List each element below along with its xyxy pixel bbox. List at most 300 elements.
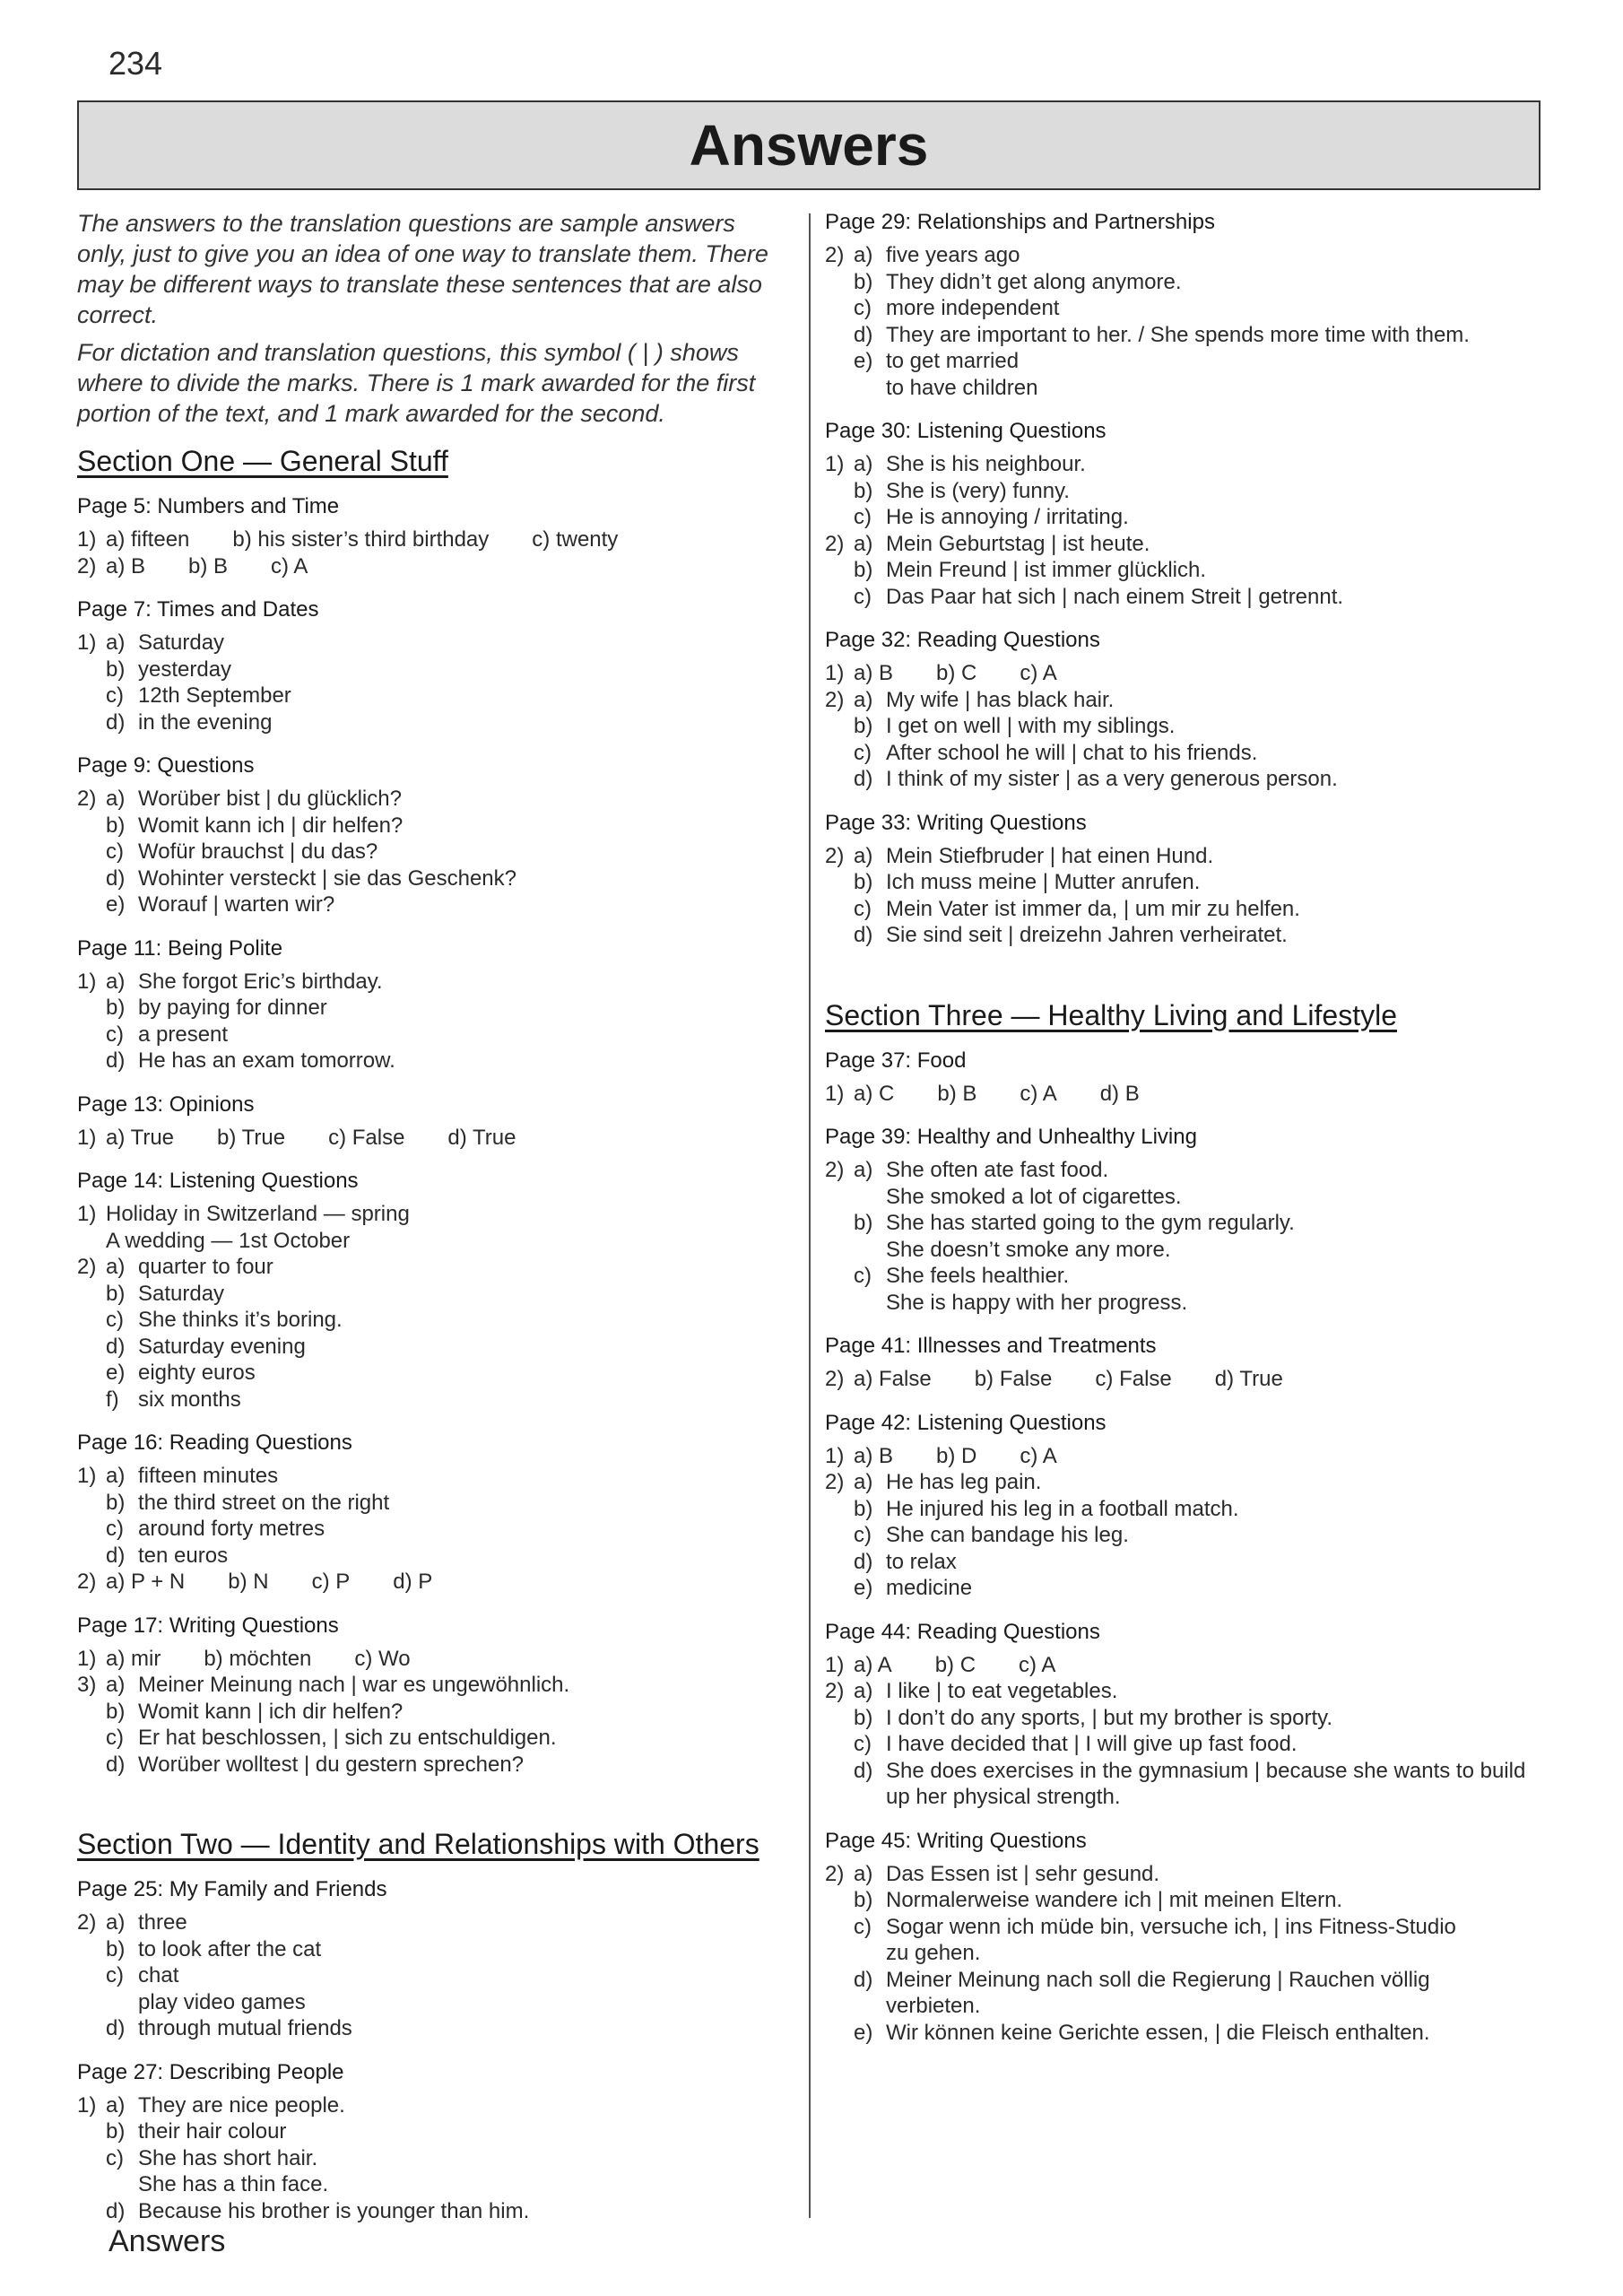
question-answers xyxy=(854,242,1533,401)
column-divider xyxy=(809,213,811,2218)
sub-answer xyxy=(854,557,1533,584)
sub-label: a) xyxy=(106,2092,126,2118)
answer-part: b) B xyxy=(937,1081,977,1106)
answer-line: She can bandage his leg. xyxy=(886,1523,1129,1547)
question-answers xyxy=(106,1254,785,1413)
question-number: 2) xyxy=(77,1255,97,1279)
question-item xyxy=(825,660,1533,687)
page-heading: Page 44: Reading Questions xyxy=(825,1619,1100,1644)
sub-answer xyxy=(106,1962,785,2015)
sub-answer xyxy=(854,1914,1533,1967)
sub-answer xyxy=(106,1281,785,1308)
answer-page-block xyxy=(825,1047,1533,1108)
answer-part: d) P xyxy=(393,1570,433,1594)
question-answers xyxy=(106,786,785,918)
page-heading: Page 7: Times and Dates xyxy=(77,597,319,622)
question-answers xyxy=(854,843,1533,949)
page-title: Answers xyxy=(689,113,929,178)
sub-label: c) xyxy=(106,1517,124,1541)
sub-answer xyxy=(854,1705,1533,1732)
sub-text xyxy=(138,969,785,996)
page-heading: Page 11: Being Polite xyxy=(77,935,283,961)
answer-part: a) C xyxy=(854,1081,895,1106)
answer-part: c) False xyxy=(1095,1367,1172,1391)
sub-label: e) xyxy=(854,2020,873,2045)
answer-line: Mein Stiefbruder | hat einen Hund. xyxy=(886,843,1214,868)
sub-label: d) xyxy=(106,1543,126,1568)
answer-part: c) twenty xyxy=(532,527,619,552)
answer-part: b) N xyxy=(228,1570,269,1594)
answer-page-block xyxy=(77,2058,785,2225)
question-answers xyxy=(854,660,1533,687)
sub-label: d) xyxy=(854,1549,873,1574)
question-number: 2) xyxy=(825,1158,845,1182)
answer-part: b) his sister’s third birthday xyxy=(232,527,490,552)
question-item xyxy=(825,531,1533,611)
sub-answer xyxy=(854,922,1533,949)
answer-page-block xyxy=(825,1827,1533,2047)
sub-answer xyxy=(854,504,1533,531)
answer-line: their hair colour xyxy=(138,2119,287,2144)
question-answers xyxy=(106,969,785,1074)
answer-line: play video games xyxy=(138,1989,306,2014)
sub-text xyxy=(138,1672,785,1699)
answer-line: I have decided that | I will give up fast food. xyxy=(886,1732,1298,1756)
sub-label: c) xyxy=(106,1963,124,1987)
question-number: 2) xyxy=(77,787,97,811)
question-item xyxy=(825,1861,1533,2047)
answer-page-block xyxy=(825,1332,1533,1393)
question-answers xyxy=(854,1443,1533,1470)
answer-page-block xyxy=(77,1612,785,1779)
sub-answer xyxy=(854,2020,1533,2047)
question-answers xyxy=(854,1861,1533,2047)
question-number: 1) xyxy=(77,527,97,552)
answer-part: a) P + N xyxy=(106,1570,186,1594)
sub-label: e) xyxy=(854,349,873,373)
sub-label: c) xyxy=(854,740,872,765)
answer-line: Womit kann | ich dir helfen? xyxy=(138,1699,404,1724)
page-heading: Page 41: Illnesses and Treatments xyxy=(825,1334,1157,1358)
sub-answer xyxy=(854,1157,1533,1210)
answer-line: to relax xyxy=(886,1549,957,1574)
answer-part: d) True xyxy=(1214,1367,1283,1391)
answer-page-block xyxy=(825,417,1533,610)
answer-page-block xyxy=(77,1091,785,1152)
intro-paragraph: For dictation and translation questions, this symbol ( | ) shows where to divide the marks. There is 1 mark awarded for the first portion of the text, and 1 mark awarded for the second. xyxy=(77,339,756,427)
sub-label: c) xyxy=(106,839,124,864)
question-answers xyxy=(854,1469,1533,1602)
question-item xyxy=(77,1201,785,1254)
answer-line: He injured his leg in a football match. xyxy=(886,1496,1239,1521)
question-answers xyxy=(854,531,1533,611)
sub-text xyxy=(886,1157,1533,1210)
page-number: 234 xyxy=(108,45,163,82)
question-item xyxy=(825,843,1533,949)
sub-label: d) xyxy=(854,923,873,947)
answer-line: Womit kann ich | dir helfen? xyxy=(138,813,404,838)
sub-label: b) xyxy=(854,558,873,582)
question-number: 1) xyxy=(77,1464,97,1488)
section-heading: Section One — General Stuff xyxy=(77,445,448,477)
sub-label: c) xyxy=(854,505,872,529)
page-heading: Page 33: Writing Questions xyxy=(825,810,1087,835)
answer-part: b) B xyxy=(188,553,229,578)
sub-label: b) xyxy=(854,1705,873,1730)
question-item xyxy=(77,2092,785,2225)
answer-part: a) False xyxy=(854,1367,932,1391)
sub-label: c) xyxy=(106,1726,124,1750)
question-item xyxy=(825,687,1533,793)
answer-line: Saturday xyxy=(138,1281,225,1306)
sub-answer xyxy=(854,1861,1533,1888)
answer-line: eighty euros xyxy=(138,1361,256,1385)
answer-line: Saturday xyxy=(138,631,225,655)
sub-text xyxy=(886,1705,1533,1732)
answer-part: a) fifteen xyxy=(106,527,190,552)
page-heading: Page 29: Relationships and Partnerships xyxy=(825,210,1215,234)
sub-answer xyxy=(106,1360,785,1387)
sub-text xyxy=(886,922,1533,949)
sub-answer xyxy=(106,657,785,683)
sub-text xyxy=(138,813,785,839)
question-answers xyxy=(106,2092,785,2225)
question-item xyxy=(825,1366,1533,1393)
answer-line: She is (very) funny. xyxy=(886,478,1070,503)
sub-text xyxy=(886,1887,1533,1914)
sub-label: b) xyxy=(106,2119,126,2144)
sub-answer xyxy=(106,1543,785,1570)
inline-answers xyxy=(854,1366,1533,1393)
question-item xyxy=(77,786,785,918)
sub-label: a) xyxy=(854,1470,873,1494)
sub-answer xyxy=(854,269,1533,296)
sub-text xyxy=(886,713,1533,740)
sub-answer xyxy=(854,843,1533,870)
inline-answers xyxy=(854,1652,1533,1679)
sub-label: c) xyxy=(106,2145,124,2170)
question-number: 2) xyxy=(825,1470,845,1494)
answer-line: more independent xyxy=(886,296,1060,320)
sub-answer xyxy=(106,1254,785,1281)
sub-text xyxy=(886,1731,1533,1758)
sub-text xyxy=(138,630,785,657)
sub-text xyxy=(138,1387,785,1413)
sub-label: d) xyxy=(106,709,126,735)
page-heading: Page 17: Writing Questions xyxy=(77,1613,339,1638)
sub-text xyxy=(886,478,1533,505)
page-heading: Page 32: Reading Questions xyxy=(825,628,1100,652)
sub-text xyxy=(886,766,1533,793)
inline-answers xyxy=(854,660,1533,687)
sub-answer xyxy=(854,451,1533,478)
sub-text xyxy=(138,1334,785,1361)
question-number: 1) xyxy=(77,1202,97,1226)
sub-answer xyxy=(854,869,1533,896)
answer-line: She smoked a lot of cigarettes. xyxy=(886,1184,1182,1209)
answer-line: She has short hair. xyxy=(138,2145,318,2170)
sub-text xyxy=(886,1522,1533,1549)
sub-answer xyxy=(106,891,785,918)
sub-answer xyxy=(106,709,785,736)
sub-text xyxy=(138,1909,785,1936)
answer-page-block xyxy=(77,492,785,579)
sub-answer xyxy=(106,2092,785,2119)
question-number: 2) xyxy=(825,531,845,556)
sub-text xyxy=(138,1048,785,1074)
sub-answer xyxy=(854,766,1533,793)
page-heading: Page 16: Reading Questions xyxy=(77,1431,352,1455)
sub-label: a) xyxy=(854,243,873,267)
question-number: 2) xyxy=(825,687,845,712)
question-number: 1) xyxy=(77,1125,97,1150)
answer-part: c) A xyxy=(271,553,308,578)
sub-text xyxy=(886,348,1533,401)
sub-answer xyxy=(854,1887,1533,1914)
sub-label: d) xyxy=(106,1752,126,1777)
page-heading: Page 39: Healthy and Unhealthy Living xyxy=(825,1125,1197,1149)
question-item xyxy=(825,1469,1533,1602)
question-item xyxy=(77,1569,785,1596)
sub-text xyxy=(886,740,1533,767)
question-answers xyxy=(854,1366,1533,1393)
sub-text xyxy=(886,1549,1533,1576)
sub-answer xyxy=(854,348,1533,401)
sub-answer xyxy=(854,295,1533,322)
answer-part: c) False xyxy=(328,1125,405,1150)
question-answers xyxy=(106,1463,785,1569)
sub-label: a) xyxy=(854,843,873,868)
question-number: 2) xyxy=(825,843,845,868)
question-number: 2) xyxy=(825,1861,845,1886)
question-answers xyxy=(106,1569,785,1596)
page-heading: Page 45: Writing Questions xyxy=(825,1828,1087,1853)
question-answers xyxy=(854,451,1533,531)
answer-line: Ich muss meine | Mutter anrufen. xyxy=(886,870,1201,894)
sub-answer xyxy=(106,1307,785,1334)
sub-label: c) xyxy=(106,683,124,708)
answer-line: quarter to four xyxy=(138,1255,273,1279)
sub-text xyxy=(138,2092,785,2119)
answer-line: to look after the cat xyxy=(138,1936,322,1961)
page-heading: Page 14: Listening Questions xyxy=(77,1169,359,1193)
sub-text xyxy=(886,1263,1533,1316)
answer-line: zu gehen. xyxy=(886,1941,981,1965)
page-heading: Page 27: Describing People xyxy=(77,2059,344,2084)
sub-label: b) xyxy=(854,478,873,503)
answer-part: d) B xyxy=(1099,1081,1140,1106)
sub-label: b) xyxy=(854,1496,873,1521)
answer-line: by paying for dinner xyxy=(138,996,327,1020)
answer-line: through mutual friends xyxy=(138,2016,352,2040)
sub-text xyxy=(886,1210,1533,1263)
sub-answer xyxy=(854,1210,1533,1263)
sub-text xyxy=(886,1967,1533,2020)
answer-part: b) C xyxy=(934,1652,976,1677)
sub-text xyxy=(138,1307,785,1334)
answer-line: She thinks it’s boring. xyxy=(138,1308,343,1332)
answer-line: verbieten. xyxy=(886,1994,981,2018)
sub-answer xyxy=(106,839,785,865)
answer-line: Mein Freund | ist immer glücklich. xyxy=(886,558,1206,582)
answer-line: A wedding — 1st October xyxy=(106,1228,351,1253)
inline-answers xyxy=(854,1081,1533,1108)
sub-answer xyxy=(854,322,1533,349)
sub-text xyxy=(138,1490,785,1517)
answer-line: Worüber bist | du glücklich? xyxy=(138,787,402,811)
question-number: 2) xyxy=(77,1910,97,1935)
answer-part: a) mir xyxy=(106,1646,161,1671)
sub-label: a) xyxy=(106,1673,126,1697)
sub-label: e) xyxy=(106,892,126,917)
question-answers xyxy=(106,1672,785,1778)
question-answers xyxy=(106,1201,785,1254)
sub-label: c) xyxy=(854,1914,872,1939)
question-item xyxy=(77,1672,785,1778)
answer-part: c) A xyxy=(1020,1081,1057,1106)
sub-label: b) xyxy=(106,1699,126,1724)
inline-answers xyxy=(106,553,785,580)
section-heading: Section Three — Healthy Living and Lifestyle xyxy=(825,998,1397,1031)
question-answers xyxy=(106,630,785,735)
inline-answers xyxy=(106,1646,785,1673)
answer-line: Meiner Meinung nach soll die Regierung | Rauchen völlig xyxy=(886,1967,1430,1992)
answer-line: Wofür brauchst | du das? xyxy=(138,839,378,864)
answer-line: a present xyxy=(138,1022,229,1047)
sub-text xyxy=(138,1699,785,1726)
sub-answer xyxy=(854,1263,1533,1316)
answer-line: Mein Vater ist immer da, | um mir zu helfen. xyxy=(886,896,1300,921)
page-heading: Page 5: Numbers and Time xyxy=(77,494,340,518)
sub-text xyxy=(886,269,1533,296)
answer-line: She often ate fast food. xyxy=(886,1158,1109,1182)
question-item xyxy=(77,630,785,735)
answer-line: Because his brother is younger than him. xyxy=(138,2198,530,2223)
sub-text xyxy=(138,891,785,918)
answer-line: Sie sind seit | dreizehn Jahren verheiratet. xyxy=(886,923,1288,947)
sub-answer xyxy=(854,1758,1533,1811)
answer-line: Mein Geburtstag | ist heute. xyxy=(886,531,1150,556)
question-answers xyxy=(106,1646,785,1673)
answer-line: She has a thin face. xyxy=(138,2172,329,2196)
sub-label: c) xyxy=(854,1264,872,1288)
sub-answer xyxy=(106,1490,785,1517)
inline-answers xyxy=(106,1125,785,1152)
sub-label: e) xyxy=(106,1361,126,1385)
answer-page-block xyxy=(825,626,1533,793)
sub-answer xyxy=(106,1048,785,1074)
answer-part: b) D xyxy=(936,1443,977,1468)
sub-label: d) xyxy=(854,767,873,791)
question-number: 2) xyxy=(77,1570,97,1594)
answer-line: yesterday xyxy=(138,657,232,682)
sub-answer xyxy=(854,584,1533,611)
question-number: 1) xyxy=(77,2092,97,2118)
question-item xyxy=(77,1646,785,1673)
sub-label: d) xyxy=(854,1967,873,1992)
answer-part: b) C xyxy=(936,661,977,685)
sub-answer xyxy=(106,2198,785,2225)
sub-answer xyxy=(106,1387,785,1413)
sub-text xyxy=(886,1758,1533,1811)
sub-text xyxy=(138,1360,785,1387)
answer-part: a) True xyxy=(106,1125,175,1150)
answer-line: the third street on the right xyxy=(138,1490,390,1515)
sub-answer xyxy=(854,1549,1533,1576)
sub-label: b) xyxy=(106,657,126,682)
sub-text xyxy=(886,869,1533,896)
sub-text xyxy=(138,2145,785,2198)
answer-page-block xyxy=(77,1167,785,1413)
sub-label: d) xyxy=(106,2016,126,2040)
sub-text xyxy=(138,1752,785,1779)
sub-text xyxy=(138,1022,785,1048)
sub-answer xyxy=(106,1909,785,1936)
answer-line: chat xyxy=(138,1963,179,1987)
answer-line: to have children xyxy=(886,375,1038,400)
question-number: 2) xyxy=(825,1367,845,1391)
answer-line: in the evening xyxy=(138,709,273,735)
sub-answer xyxy=(854,1575,1533,1602)
sub-answer xyxy=(854,1967,1533,2020)
answer-line: five years ago xyxy=(886,243,1020,267)
answer-page-block xyxy=(825,1123,1533,1316)
sub-text xyxy=(138,1725,785,1752)
answer-part: b) True xyxy=(217,1125,286,1150)
sub-label: a) xyxy=(854,1679,873,1703)
answer-line: She is happy with her progress. xyxy=(886,1290,1188,1315)
answer-line: 12th September xyxy=(138,683,291,708)
sub-text xyxy=(886,242,1533,269)
sub-answer xyxy=(106,1022,785,1048)
sub-answer xyxy=(854,1522,1533,1549)
sub-text xyxy=(886,504,1533,531)
sub-label: c) xyxy=(854,584,872,609)
sub-answer xyxy=(854,1678,1533,1705)
sub-answer xyxy=(106,2118,785,2145)
answer-part: b) möchten xyxy=(204,1646,312,1671)
sub-label: b) xyxy=(106,813,126,838)
answer-part: d) True xyxy=(447,1125,516,1150)
sub-text xyxy=(138,2118,785,2145)
answer-line: Worüber wolltest | du gestern sprechen? xyxy=(138,1752,525,1777)
sub-answer xyxy=(106,1463,785,1490)
sub-answer xyxy=(106,1699,785,1726)
sub-answer xyxy=(106,683,785,709)
sub-label: a) xyxy=(106,969,126,994)
answer-part: b) False xyxy=(974,1367,1053,1391)
answer-line: They didn’t get along anymore. xyxy=(886,269,1182,294)
sub-label: c) xyxy=(106,1022,124,1047)
sub-label: a) xyxy=(854,687,873,712)
page-heading: Page 9: Questions xyxy=(77,753,255,778)
answer-line: She is his neighbour. xyxy=(886,452,1086,476)
answer-line: Das Paar hat sich | nach einem Streit | getrennt. xyxy=(886,584,1344,609)
sub-label: a) xyxy=(106,631,126,655)
page-heading: Page 25: My Family and Friends xyxy=(77,1877,387,1901)
answer-line: My wife | has black hair. xyxy=(886,687,1115,712)
answer-line: He is annoying / irritating. xyxy=(886,505,1129,529)
sub-text xyxy=(138,1936,785,1963)
sub-answer xyxy=(106,1672,785,1699)
sub-label: a) xyxy=(854,1861,873,1886)
header-bar xyxy=(77,100,1541,190)
sub-text xyxy=(886,1678,1533,1705)
sub-text xyxy=(138,657,785,683)
question-number: 1) xyxy=(77,969,97,994)
question-number: 1) xyxy=(825,1081,845,1106)
sub-label: d) xyxy=(106,1334,126,1359)
